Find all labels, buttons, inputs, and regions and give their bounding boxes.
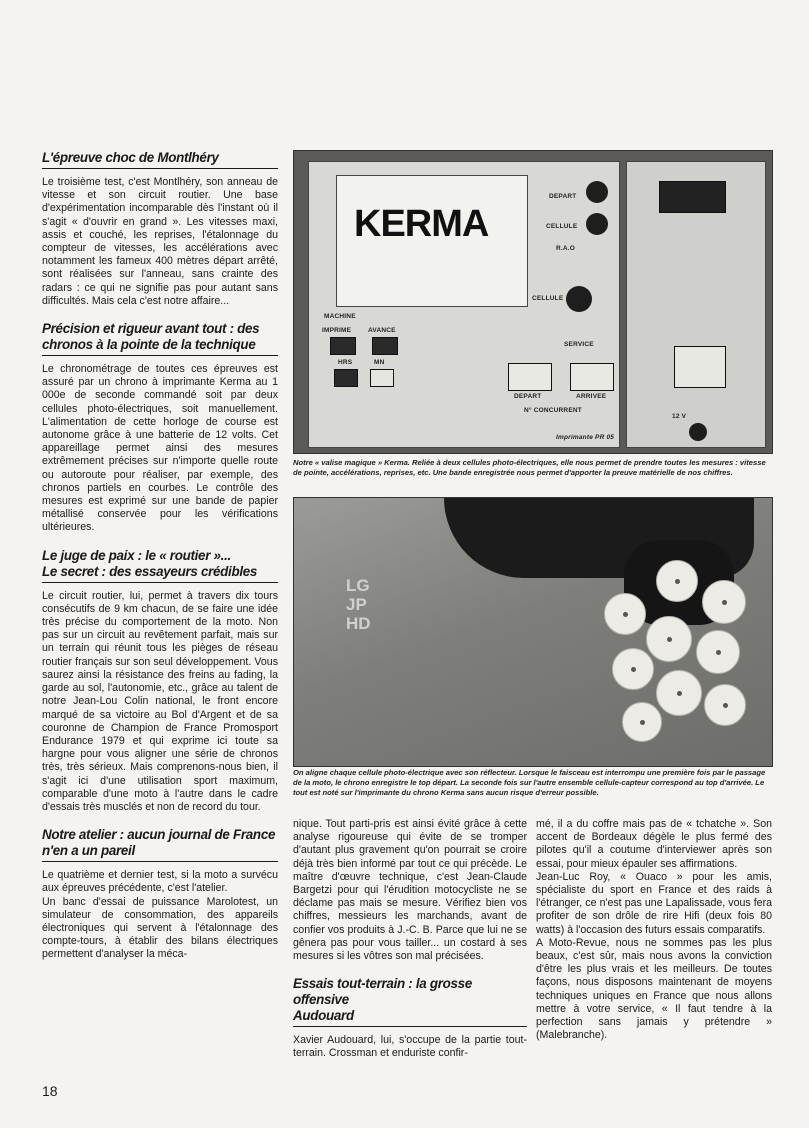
kerma-logo: KERMA xyxy=(354,203,489,245)
label-imprime: IMPRIME xyxy=(322,327,352,334)
label-model: Imprimante PR 05 xyxy=(556,434,615,441)
section-body: Le troisième test, c'est Montlhéry, son anneau de vitesse et son circuit routier. Une base d'expérimentation incomparable dès l'instant où il s'agit « d'ouvrir en grand ». Les vitesses maxi, assis et couché, les reprises, l'étalonnage du compteur de vitesses, les accélérations avec notamment les fameux 400 mètres départ arrêté, sont réalisées sur l'anneau, sans crainte des radars : ce qui ne signifie pas pour autant sans difficultés. Mais cela c'est notre affaire... xyxy=(42,176,278,307)
button-avance xyxy=(372,337,398,355)
label-arrivee: ARRIVEE xyxy=(576,393,607,400)
counter-arrivee xyxy=(570,363,614,391)
section-heading: Précision et rigueur avant tout : des chronos à la pointe de la technique xyxy=(42,321,278,356)
gauge-meter xyxy=(674,346,726,388)
label-mn: MN xyxy=(374,359,385,366)
connector-depart xyxy=(586,181,608,203)
label-volts: 12 V xyxy=(672,413,687,420)
connector-cellule xyxy=(586,213,608,235)
cell-alignment-photo xyxy=(293,497,773,767)
label-avance: AVANCE xyxy=(368,327,396,334)
button-hrs xyxy=(334,369,358,387)
photo2-caption: On aligne chaque cellule photo-électrique avec son réflecteur. Lorsque le faisceau est interrompu une première fois par le passage de la moto, le chrono enregistre le top départ. La seconde fois sur l'autre ensemble cellule-capteur correspond au top d'arrivée. Le tout est noté sur l'imprimante du chrono Kerma sans aucun risque d'erreur possible. xyxy=(293,768,766,797)
reflector-disc xyxy=(702,580,746,624)
reflector-disc xyxy=(646,616,692,662)
middle-column xyxy=(293,818,527,1074)
section-body: Le quatrième et dernier test, si la moto a survécu aux épreuves précédente, c'est l'atelier. Un banc d'essai de puissance Marolotest, un simulateur de consommation, des appareils électroniques qui servent à l'étalonnage des compte-tours, à établir des bilans électriques permettent d'analyser la méca- xyxy=(42,869,278,961)
connector-cellule-2 xyxy=(566,286,592,312)
right-column xyxy=(536,818,772,1055)
side-display-window xyxy=(659,181,726,213)
section-heading: Le juge de paix : le « routier »... Le secret : des essayeurs crédibles xyxy=(42,548,278,583)
reflector-disc xyxy=(622,702,662,742)
label-depart: DEPART xyxy=(549,193,577,200)
middle-body-2: Xavier Audouard, lui, s'occupe de la partie tout-terrain. Crossman et enduriste confir- xyxy=(293,1034,527,1060)
section-heading-tout-terrain: Essais tout-terrain : la grosse offensive Audouard xyxy=(293,976,527,1027)
reflector-disc xyxy=(656,560,698,602)
section-heading: Notre atelier : aucun journal de France n'en a un pareil xyxy=(42,827,278,862)
page-number: 18 xyxy=(42,1083,58,1099)
label-rao: R.A.O xyxy=(556,245,576,252)
reflector-disc xyxy=(696,630,740,674)
label-cellule: CELLULE xyxy=(546,223,578,230)
reflector-disc xyxy=(604,593,646,635)
label-concurrent: N° CONCURRENT xyxy=(524,407,582,414)
label-hrs: HRS xyxy=(338,359,353,366)
section-body: Le circuit routier, lui, permet à travers dix tours consécutifs de 9 km chacun, de se faire une idée très précise du comportement de la moto. Non pas sur un circuit au revêtement parfait, mais sur un terrain qui réunit tous les pièges de réseau routier français sur son seul développement. Vous saurez ainsi la résistance des freins au fading, la garde au sol, l'autonomie, etc., grâce au talent de notre Jean-Lou Colin national, le front encore marqué de sa victoire au Bol d'Argent et de sa couronne de Champion de France Promosport Endurance 1979 et qui exprime ici toute sa hargne pour vous aligner une série de chronos très, très sérieux. Mais comprenons-nous bien, il s'agit ici d'une utilisation sport maximum, comparable d'une moto à l'autre dans le cadre d'essais très musclés et non de record du tour. xyxy=(42,589,278,813)
reflector-disc xyxy=(656,670,702,716)
middle-body-1: nique. Tout parti-pris est ainsi évité grâce à cette analyse rigoureuse qui évite de se tromper d'autant plus gravement qu'on pourrait se croire déjà très bien informé par tout ce qui précède. Le maître d'œuvre technique, c'est Jean-Claude Bargetzi pour qui l'érudition motocycliste ne se déclame pas mais se mesure. Vérifiez bien vos chiffres, messieurs les marchands, avant de confier vos produits à J.-C. B. Parce que lui ne se gênera pas pour vous tailler... un costard à ses mesures si les vôtres son mal précisées. xyxy=(293,818,527,963)
section-routier xyxy=(42,548,278,814)
section-montlhery xyxy=(42,150,278,308)
watermark-logo: LG JP HD xyxy=(346,576,371,633)
kerma-case-photo xyxy=(293,150,773,454)
label-service: SERVICE xyxy=(564,341,594,348)
reflector-disc xyxy=(704,684,746,726)
section-body: Le chronométrage de toutes ces épreuves est assuré par un chrono à imprimante Kerma au 1 000e de seconde commandé soit par deux cellules photo-électriques, soit manuellement. L'alimentation de cette horloge de course est autonome grâce à une batterie de 12 volts. Cet appareillage permet ainsi des mesures extrêmement précises sur n'importe quelle route ou autoroute pour réaliser, par exemple, des chronos partiels en courbes. Le contrôle des mesures est exprimé sur une bande de papier métallisé conservée pour les vérifications ultérieures. xyxy=(42,363,278,534)
reflector-disc xyxy=(612,648,654,690)
counter-depart xyxy=(508,363,552,391)
right-body: mé, il a du coffre mais pas de « tchatche ». Son accent de Bordeaux dégèle le plus fermé des pilotes qu'il a coutume d'interviewer après son essai, pour mieux épauler ses affirmations. Jean-Luc Roy, « Ouaco » pour les amis, spécialiste du sport en France et des raids à l'étranger, ce n'est pas une Lapalissade, vous fera profiter de son drôle de rire Hifi (deux fois 80 watts) à l'occasion des futurs essais comparatifs. A Moto-Revue, nous ne sommes pas les plus beaux, c'est sûr, mais nous avons la conviction d'être les plus vrais et les meilleurs. De toutes façons, nous disposons maintenant de moyens techniques uniques en France que nous allons mettre à votre service, « Il faut tendre à la perfection sans jamais y prétendre » (Malebranche). xyxy=(536,818,772,1042)
side-toggle-knob xyxy=(689,423,707,441)
section-heading: L'épreuve choc de Montlhéry xyxy=(42,150,278,169)
label-cellule-2: CELLULE xyxy=(532,295,564,302)
left-column xyxy=(42,150,278,975)
label-depart-2: DEPART xyxy=(514,393,542,400)
button-mn xyxy=(370,369,394,387)
section-precision xyxy=(42,321,278,535)
photo1-caption: Notre « valise magique » Kerma. Reliée à deux cellules photo-électriques, elle nous permet de prendre toutes les mesures : vitesse de pointe, accélérations, reprises, etc. Une bande enregistrée nous permet d'apporter la preuve matérielle de nos chiffres. xyxy=(293,458,766,477)
label-machine: MACHINE xyxy=(324,313,356,320)
button-imprime xyxy=(330,337,356,355)
section-atelier xyxy=(42,827,278,961)
